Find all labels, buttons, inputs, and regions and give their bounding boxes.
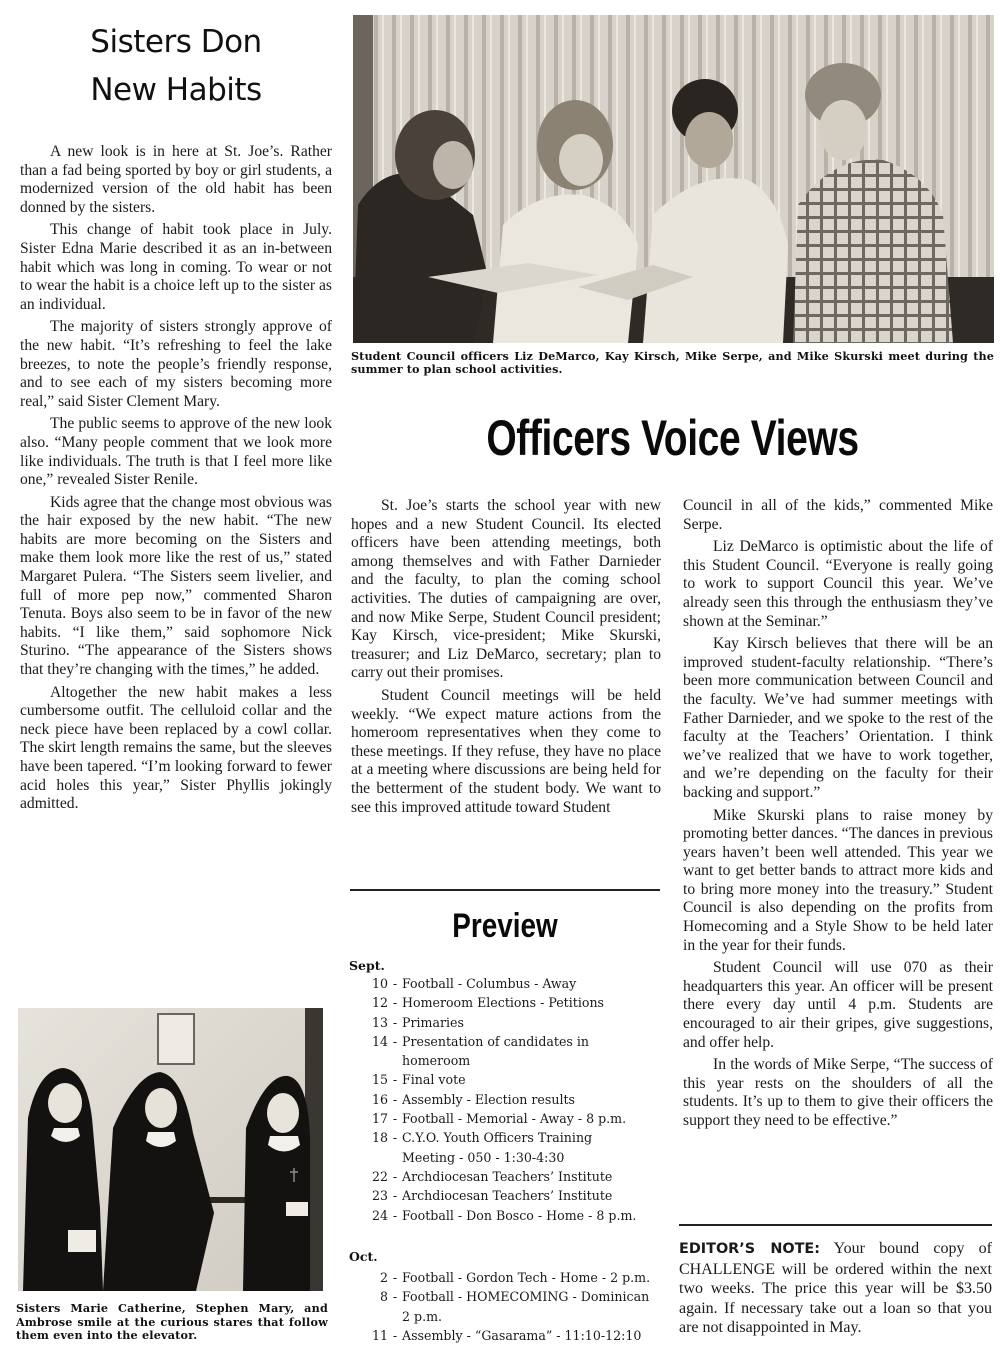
sisters-photo xyxy=(18,1008,323,1291)
separator: - xyxy=(392,976,398,991)
left-headline-line1: Sisters Don xyxy=(90,24,262,60)
paragraph: Student Council meetings will be held weekly. “We expect mature actions from the homeroom representatives when they come to these meetings. If they refuse, they have no place at a meeting where discussions are being held for the betterment of the student body. We want to see this improved attitude toward Student xyxy=(351,686,661,816)
separator: - xyxy=(392,1188,398,1204)
schedule-day: 12 xyxy=(371,995,388,1011)
paragraph: Liz DeMarco is optimistic about the life of this Student Council. “Everyone is really going to work to support Council this year. We’ve already seen this through the enthusiasm they’ve shown at the Seminar.” xyxy=(683,538,993,630)
main-article-column-1 xyxy=(351,497,661,821)
left-headline-line2: New Habits xyxy=(90,72,262,108)
preview-divider xyxy=(350,889,660,891)
editor-note-text: Your bound copy of CHALLENGE will be ordered within the next two weeks. The price this year will be $3.50 again. If necessary take out a loan so that you are not disappointed in May. xyxy=(679,1240,992,1337)
schedule-event: Football - HOMECOMING - Dominican xyxy=(402,1289,650,1305)
left-article-body xyxy=(20,143,332,818)
schedule-event: Archdiocesan Teachers’ Institute xyxy=(402,1188,613,1204)
separator: - xyxy=(392,995,398,1011)
schedule-event: Football - Gordon Tech - Home - 2 p.m. xyxy=(402,1270,651,1285)
paragraph: In the words of Mike Serpe, “The success of this year rests on the shoulders of all the students. It’s up to them to give their officers the support they need to be effective.” xyxy=(683,1056,993,1129)
schedule-day: 15 xyxy=(371,1072,388,1088)
schedule-item xyxy=(366,1013,666,1032)
schedule-event: Presentation of candidates in xyxy=(402,1033,590,1049)
paragraph: Kay Kirsch believes that there will be an improved student-faculty relationship. “There’s been more communication between Council and the faculty. We’ve had summer meetings with Father Darnieder, and we spoke to the rest of the faculty at the Teachers’ Orientation. I think we’ve realized that we have to work together, and we’re depending on the faculty for their backing and support.” xyxy=(683,635,993,801)
schedule-event: Assembly - “Gasarama” - 11:10-12:10 xyxy=(402,1327,642,1343)
sisters-photo-caption: Sisters Marie Catherine, Stephen Mary, and Ambrose smile at the curious stares that follow them even into the elevator. xyxy=(16,1301,328,1343)
schedule-oct xyxy=(366,1268,666,1345)
editor-note xyxy=(679,1239,992,1338)
schedule-day: 14 xyxy=(371,1033,388,1049)
editor-note-label: EDITOR’S NOTE: xyxy=(679,1241,820,1257)
separator: - xyxy=(392,1111,398,1127)
schedule-item xyxy=(366,1070,666,1089)
paragraph: St. Joe’s starts the school year with new hopes and a new Student Council. Its elected officers have been attending meetings, both among themselves and with Father Darnieder and the faculty, to plan the coming school activities. The duties of campaigning are over, and now Mike Serpe, Student Council president; Kay Kirsch, vice-president; Mike Skurski, treasurer; and Liz DeMarco, secretary; plan to carry out their promises. xyxy=(351,497,661,682)
sisters-photo-image xyxy=(18,1008,323,1291)
schedule-item xyxy=(366,1167,666,1186)
schedule-item xyxy=(366,1128,666,1147)
schedule-day: 11 xyxy=(371,1327,388,1343)
schedule-item xyxy=(366,1206,666,1225)
separator: - xyxy=(392,1091,398,1107)
separator: - xyxy=(392,1033,398,1049)
schedule-item xyxy=(366,1268,666,1287)
schedule-item xyxy=(366,1326,666,1345)
schedule-event: Archdiocesan Teachers’ Institute xyxy=(402,1168,613,1184)
separator: - xyxy=(392,1072,398,1088)
schedule-item xyxy=(366,1032,666,1051)
schedule-event: Final vote xyxy=(402,1072,466,1088)
schedule-event-continued: 2 p.m. xyxy=(402,1308,443,1324)
schedule-event: Football - Columbus - Away xyxy=(402,976,577,991)
separator: - xyxy=(392,1207,398,1223)
schedule-day: 17 xyxy=(371,1111,388,1127)
schedule-day: 13 xyxy=(371,1014,388,1030)
schedule-day: 8 xyxy=(379,1289,388,1305)
schedule-day: 16 xyxy=(371,1091,388,1107)
schedule-item xyxy=(366,1090,666,1109)
separator: - xyxy=(392,1014,398,1030)
schedule-event: Homeroom Elections - Petitions xyxy=(402,995,605,1011)
paragraph: This change of habit took place in July. Sister Edna Marie described it as an in-between habit which was long in coming. To wear or not to wear the habit is a choice left up to the sister as an individual. xyxy=(20,221,332,313)
main-headline: Officers Voice Views xyxy=(486,410,859,466)
separator: - xyxy=(392,1270,398,1285)
preview-title: Preview xyxy=(452,907,558,945)
schedule-day: 22 xyxy=(371,1168,388,1184)
separator: - xyxy=(392,1168,398,1184)
schedule-event-continued: homeroom xyxy=(402,1053,471,1069)
month-label-oct: Oct. xyxy=(349,1249,378,1264)
schedule-day: 10 xyxy=(371,976,388,991)
main-article-column-2 xyxy=(683,497,993,1135)
paragraph: Kids agree that the change most obvious was the hair exposed by the new habit. “The new habits are more becoming on the Sisters and make them look more like the rest of us,” stated Margaret Pulera. “The Sisters seem livelier, and full of more pep now,” commented Sharon Tenuta. Boys also seem to be in favor of the new habits. “I like them,” said sophomore Nick Sturino. “The appearance of the Sisters shows that they’re changing with the times,” he added. xyxy=(20,493,332,679)
left-article xyxy=(20,0,332,813)
student-council-photo-caption: Student Council officers Liz DeMarco, Kay Kirsch, Mike Serpe, and Mike Skurski meet during the summer to plan school activities. xyxy=(351,349,994,377)
schedule-item xyxy=(366,974,666,993)
student-council-photo xyxy=(353,15,994,343)
schedule-item xyxy=(366,993,666,1012)
paragraph: The majority of sisters strongly approve of the new habit. “It’s refreshing to feel the lake breezes, to note the people’s friendly response, and to see each of my sisters becoming more real,” said Sister Clement Mary. xyxy=(20,318,332,410)
schedule-event: Football - Don Bosco - Home - 8 p.m. xyxy=(402,1207,637,1223)
paragraph: Altogether the new habit makes a less cumbersome outfit. The celluloid collar and the neck piece have been replaced by a cowl collar. The skirt length remains the same, but the sleeves have been tapered. “I’m looking forward to fewer acid holes this year,” Sister Phyllis jokingly admitted. xyxy=(20,683,332,813)
paragraph: A new look is in here at St. Joe’s. Rather than a fad being sported by boy or girl students, a modernized version of the old habit has been donned by the sisters. xyxy=(20,143,332,216)
student-council-photo-image xyxy=(353,15,994,343)
schedule-item xyxy=(366,1287,666,1306)
schedule-day: 18 xyxy=(371,1130,388,1146)
separator: - xyxy=(392,1327,398,1343)
left-headline xyxy=(20,18,332,114)
editor-note-divider xyxy=(679,1224,992,1226)
schedule-day: 24 xyxy=(371,1207,388,1223)
schedule-event: C.Y.O. Youth Officers Training xyxy=(402,1130,593,1146)
schedule-item xyxy=(366,1186,666,1205)
paragraph: Student Council will use 070 as their headquarters this year. An officer will be present there every day until 4 p.m. Students are encouraged to air their gripes, give suggestions, and offer help. xyxy=(683,959,993,1051)
paragraph: Council in all of the kids,” commented Mike Serpe. xyxy=(683,497,993,533)
schedule-event: Primaries xyxy=(402,1014,464,1030)
schedule-event: Assembly - Election results xyxy=(402,1091,575,1107)
schedule-day: 23 xyxy=(371,1188,388,1204)
schedule-day: 2 xyxy=(379,1270,388,1285)
schedule-event-continued: Meeting - 050 - 1:30-4:30 xyxy=(402,1149,565,1165)
schedule-item xyxy=(366,1109,666,1128)
schedule-event: Football - Memorial - Away - 8 p.m. xyxy=(402,1111,627,1127)
schedule-sept xyxy=(366,974,666,1225)
separator: - xyxy=(392,1130,398,1146)
separator: - xyxy=(392,1289,398,1305)
month-label-sept: Sept. xyxy=(349,958,385,973)
paragraph: The public seems to approve of the new look also. “Many people comment that we look more like individuals. The truth is that I feel more like one,” revealed Sister Renile. xyxy=(20,415,332,489)
paragraph: Mike Skurski plans to raise money by promoting better dances. “The dances in previous years haven’t been well attended. This year we want to get better bands to attract more kids and to bring more money into the treasury.” Student Council is also depending on the profits from Homecoming and a Style Show to be held later in the year for their funds. xyxy=(683,806,993,954)
